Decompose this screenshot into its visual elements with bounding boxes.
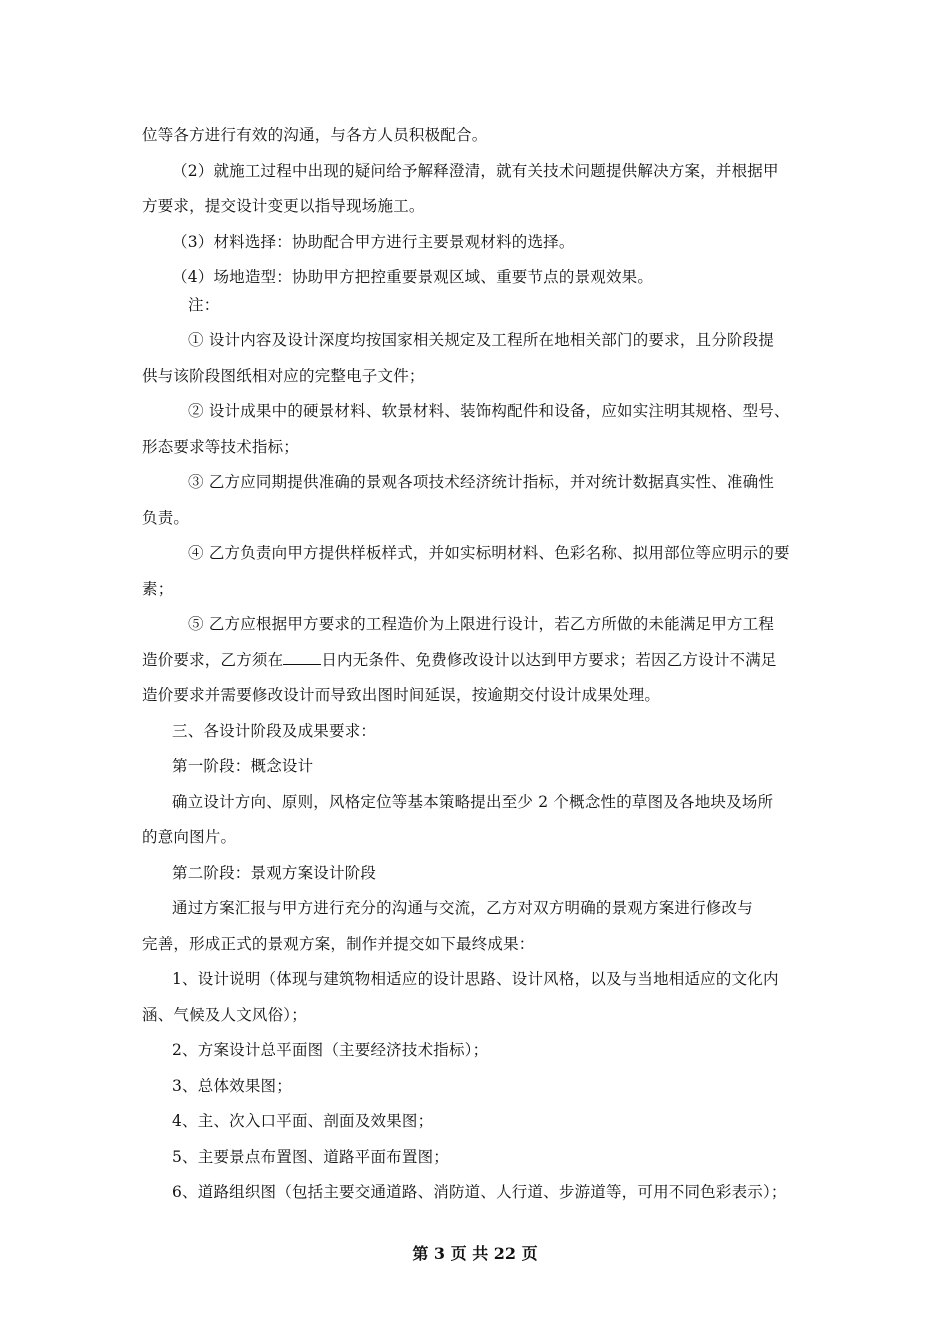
body-line: 的意向图片。: [142, 828, 237, 846]
body-line: 形态要求等技术指标；: [142, 438, 300, 456]
body-line: 完善，形成正式的景观方案，制作并提交如下最终成果：: [142, 935, 535, 953]
list-item: 4、主、次入口平面、剖面及效果图；: [172, 1112, 434, 1130]
list-item: 1、设计说明（体现与建筑物相适应的设计思路、设计风格，以及与当地相适应的文化内: [172, 970, 779, 988]
body-line: ① 设计内容及设计深度均按国家相关规定及工程所在地相关部门的要求，且分阶段提: [188, 331, 775, 349]
text-segment: 造价要求，乙方须在: [142, 651, 284, 669]
note-heading: 注：: [188, 296, 220, 314]
stage-heading: 第二阶段：景观方案设计阶段: [172, 864, 377, 882]
body-line: （2）就施工过程中出现的疑问给予解释澄清，就有关技术问题提供解决方案，并根据甲: [172, 162, 779, 180]
body-line: （4）场地造型：协助甲方把控重要景观区域、重要节点的景观效果。: [172, 268, 654, 286]
body-line: 位等各方进行有效的沟通，与各方人员积极配合。: [142, 126, 488, 144]
body-line: ⑤ 乙方应根据甲方要求的工程造价为上限进行设计，若乙方所做的未能满足甲方工程: [188, 615, 775, 633]
fill-in-blank: [283, 649, 321, 665]
section-heading: 三、各设计阶段及成果要求：: [172, 722, 377, 740]
body-line: 方要求，提交设计变更以指导现场施工。: [142, 197, 425, 215]
list-item: 5、主要景点布置图、道路平面布置图；: [172, 1148, 449, 1166]
body-line: 确立设计方向、原则，风格定位等基本策略提出至少 2 个概念性的草图及各地块及场所: [172, 793, 774, 811]
list-item: 3、总体效果图；: [172, 1077, 292, 1095]
list-item: 6、道路组织图（包括主要交通道路、消防道、人行道、步游道等，可用不同色彩表示）；: [172, 1183, 787, 1201]
body-line: ④ 乙方负责向甲方提供样板样式，并如实标明材料、色彩名称、拟用部位等应明示的要: [188, 544, 790, 562]
body-line: 素；: [142, 580, 174, 598]
body-line-with-blank: [142, 649, 777, 671]
page-number-footer: 第 3 页 共 22 页: [412, 1244, 538, 1263]
list-item-continuation: 涵、气候及人文风俗）；: [142, 1006, 307, 1024]
body-line: 供与该阶段图纸相对应的完整电子文件；: [142, 367, 425, 385]
body-line: 通过方案汇报与甲方进行充分的沟通与交流，乙方对双方明确的景观方案进行修改与: [172, 899, 753, 917]
body-line: （3）材料选择：协助配合甲方进行主要景观材料的选择。: [172, 233, 575, 251]
text-segment: 日内无条件、免费修改设计以达到甲方要求；若因乙方设计不满足: [321, 651, 777, 669]
body-line: 造价要求并需要修改设计而导致出图时间延误，按逾期交付设计成果处理。: [142, 686, 661, 704]
body-line: ② 设计成果中的硬景材料、软景材料、装饰构配件和设备，应如实注明其规格、型号、: [188, 402, 790, 420]
stage-heading: 第一阶段：概念设计: [172, 757, 314, 775]
body-line: 负责。: [142, 509, 190, 527]
list-item: 2、方案设计总平面图（主要经济技术指标）；: [172, 1041, 489, 1059]
body-line: ③ 乙方应同期提供准确的景观各项技术经济统计指标，并对统计数据真实性、准确性: [188, 473, 775, 491]
